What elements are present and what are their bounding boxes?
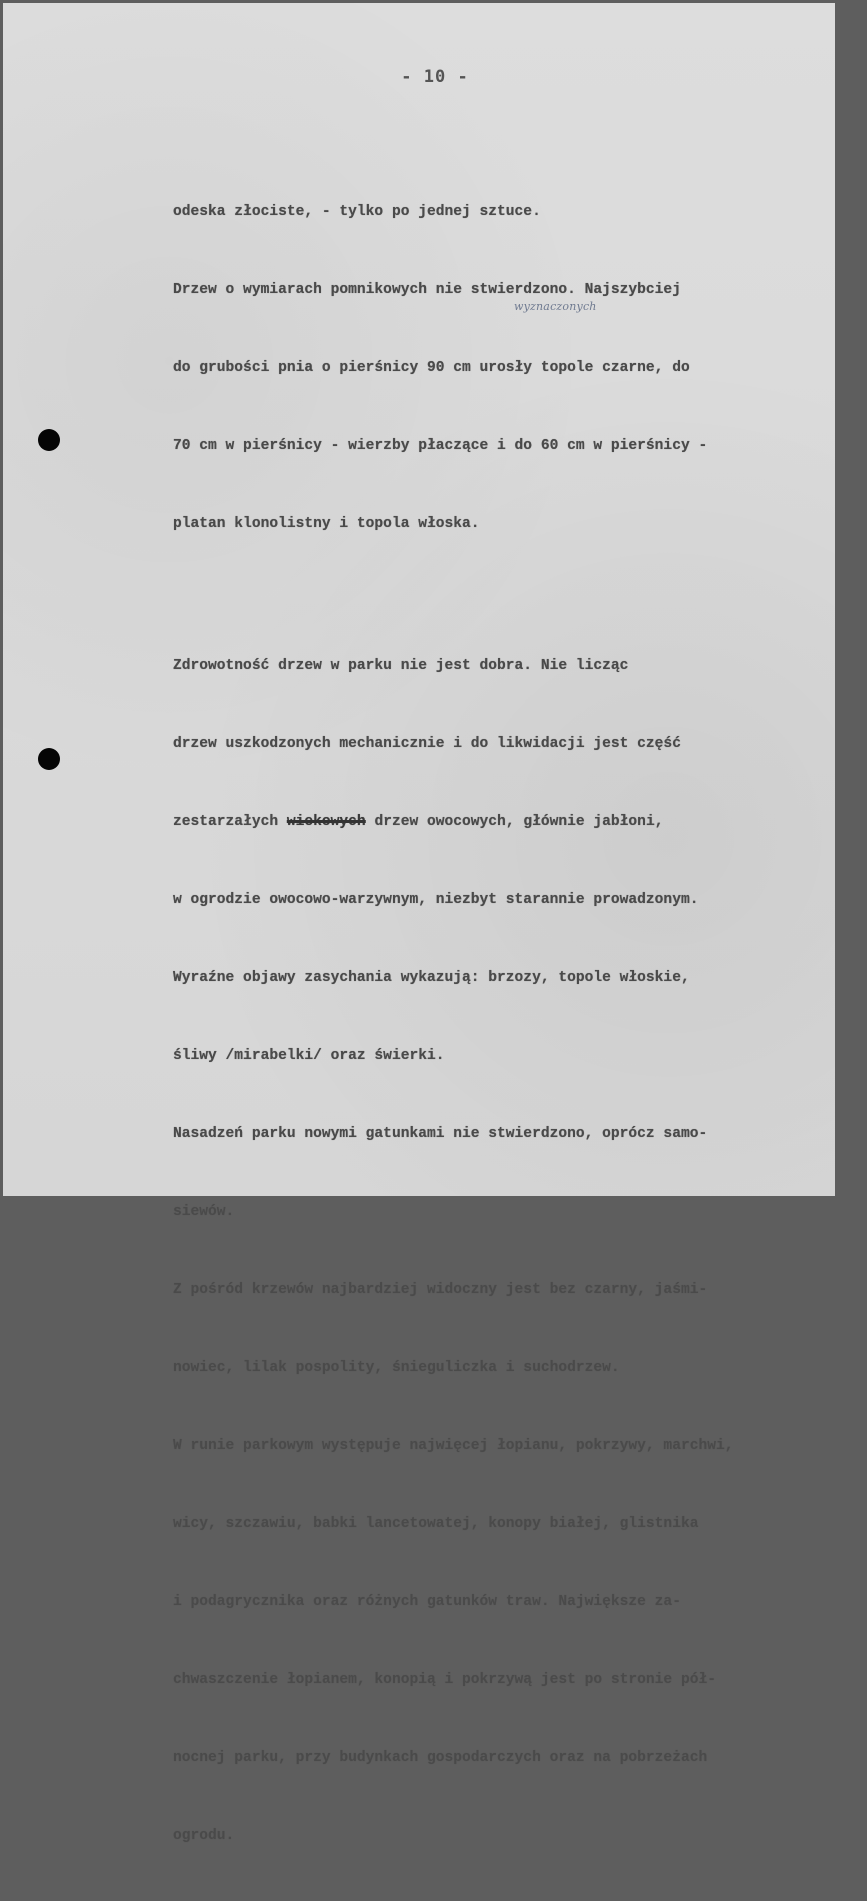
paragraph-gap bbox=[173, 589, 818, 601]
text-line: nocnej parku, przy budynkach gospodarczych oraz na pobrzeżach bbox=[173, 1750, 708, 1766]
text-line: ogrodu. bbox=[173, 1828, 235, 1844]
text-line: Drzew o wymiarach pomnikowych nie stwierdzono. Najszybciej bbox=[173, 282, 681, 298]
document-page bbox=[3, 3, 835, 1844]
text-line: odeska złociste, - tylko po jednej sztuce. bbox=[173, 204, 541, 220]
page-number: - 10 - bbox=[401, 67, 469, 87]
text-line: Z pośród krzewów najbardziej widoczny jest bez czarny, jaśmi- bbox=[173, 1282, 708, 1298]
body-text bbox=[173, 147, 818, 1901]
text-line: platan klonolistny i topola włoska. bbox=[173, 516, 480, 532]
text-line: Nasadzeń parku nowymi gatunkami nie stwierdzono, oprócz samo- bbox=[173, 1126, 708, 1142]
text-line: śliwy /mirabelki/ oraz świerki. bbox=[173, 1048, 445, 1064]
punch-hole bbox=[38, 748, 60, 770]
handwritten-insertion: wyznaczonych bbox=[514, 300, 597, 313]
text-line: Zdrowotność drzew w parku nie jest dobra. Nie licząc bbox=[173, 658, 629, 674]
text-line: i podagrycznika oraz różnych gatunków traw. Największe za- bbox=[173, 1594, 681, 1610]
struck-out-word: wiekowych bbox=[286, 814, 366, 830]
text-line: siewów. bbox=[173, 1204, 235, 1220]
text-line-with-strike bbox=[173, 809, 818, 835]
text-line: do grubości pnia o pierśnicy 90 cm urosły topole czarne, do bbox=[173, 360, 690, 376]
text-line: Wyraźne objawy zasychania wykazują: brzozy, topole włoskie, bbox=[173, 970, 690, 986]
text-line: nowiec, lilak pospolity, śnieguliczka i suchodrzew. bbox=[173, 1360, 620, 1376]
text-line: w ogrodzie owocowo-warzywnym, niezbyt starannie prowadzonym. bbox=[173, 892, 699, 908]
text-fragment: drzew owocowych, głównie jabłoni, bbox=[374, 814, 664, 830]
text-line: W runie parkowym występuje najwięcej łopianu, pokrzywy, marchwi, bbox=[173, 1438, 734, 1454]
text-fragment: zestarzałych bbox=[173, 814, 279, 830]
text-line: drzew uszkodzonych mechanicznie i do likwidacji jest część bbox=[173, 736, 681, 752]
punch-hole bbox=[38, 429, 60, 451]
text-line: chwaszczenie łopianem, konopią i pokrzywą jest po stronie pół- bbox=[173, 1672, 716, 1688]
text-line: wicy, szczawiu, babki lancetowatej, konopy białej, glistnika bbox=[173, 1516, 699, 1532]
text-line: 70 cm w pierśnicy - wierzby płaczące i do 60 cm w pierśnicy - bbox=[173, 438, 708, 454]
